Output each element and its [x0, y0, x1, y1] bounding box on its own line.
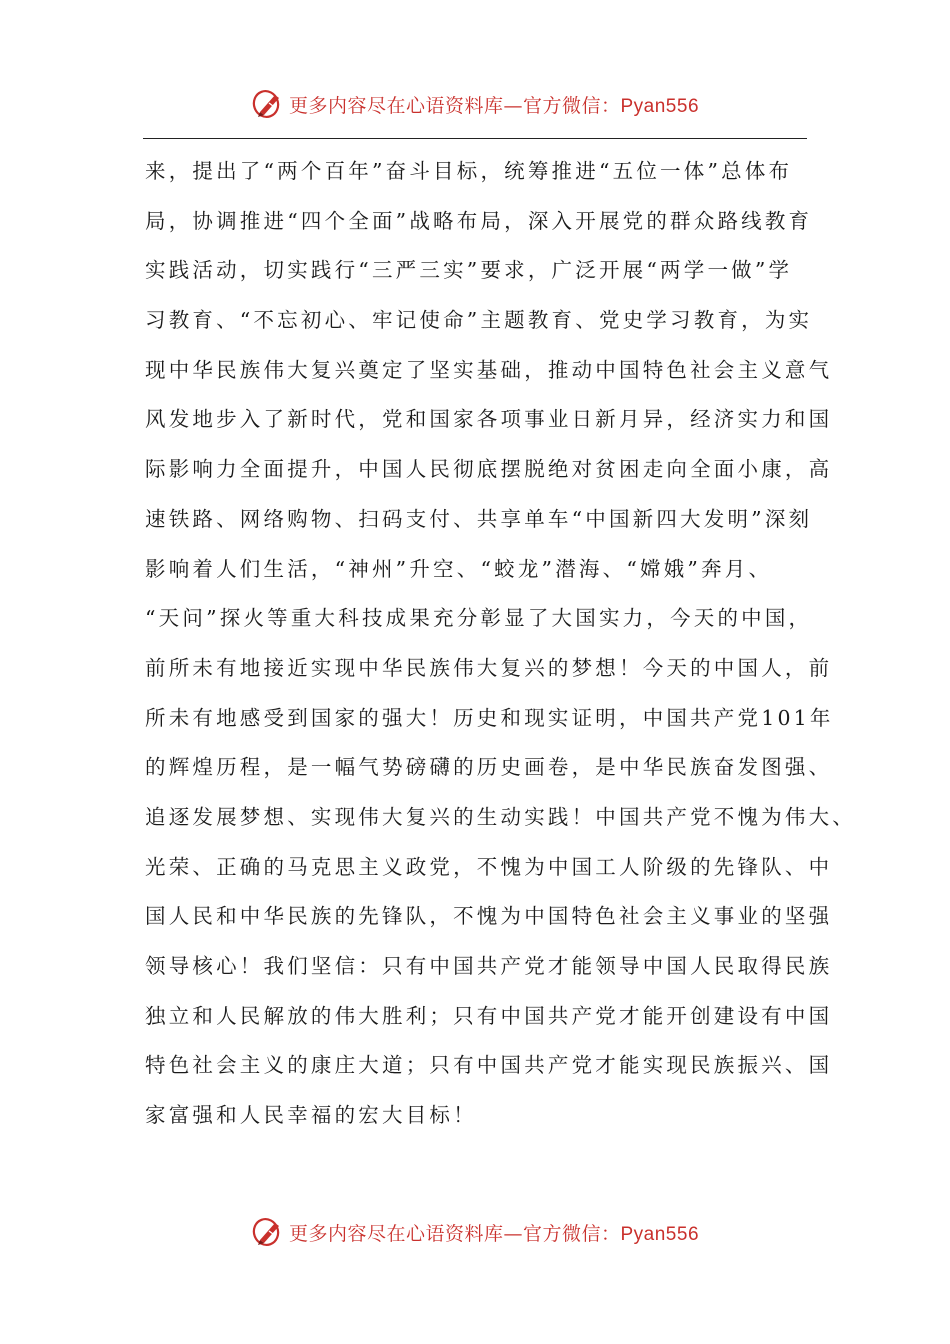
- body-line: 光荣、正确的马克思主义政党，不愧为中国工人阶级的先锋队、中: [145, 854, 833, 879]
- body-line: 前所未有地接近实现中华民族伟大复兴的梦想！今天的中国人，前: [145, 655, 833, 680]
- footer-wechat-handle: Pyan556: [620, 1223, 700, 1245]
- footer-banner-text: 更多内容尽在心语资料库—官方微信：Pyan556: [288, 1222, 700, 1245]
- body-line: 速铁路、网络购物、扫码支付、共享单车“中国新四大发明”深刻: [145, 506, 813, 531]
- body-line: 来，提出了“两个百年”奋斗目标，统筹推进“五位一体”总体布: [145, 159, 793, 183]
- body-line: 现中华民族伟大复兴奠定了坚实基础，推动中国特色社会主义意气: [145, 357, 833, 382]
- body-line: 国人民和中华民族的先锋队，不愧为中国特色社会主义事业的坚强: [145, 904, 833, 929]
- body-line: 局，协调推进“四个全面”战略布局，深入开展党的群众路线教育: [145, 208, 813, 233]
- pen-nib-logo-icon: [251, 87, 285, 121]
- body-line: 的辉煌历程，是一幅气势磅礴的历史画卷，是中华民族奋发图强、: [145, 755, 833, 780]
- body-line: “天问”探火等重大科技成果充分彰显了大国实力，今天的中国，: [145, 606, 813, 631]
- body-line: 实践活动，切实践行“三严三实”要求，广泛开展“两学一做”学: [145, 258, 793, 283]
- header-divider: [143, 138, 807, 139]
- header-wechat-handle: Pyan556: [620, 95, 700, 117]
- body-line: 风发地步入了新时代，党和国家各项事业日新月异，经济实力和国: [145, 407, 833, 432]
- body-line: 习教育、“不忘初心、牢记使命”主题教育、党史学习教育，为实: [145, 308, 813, 333]
- body-line: 家富强和人民幸福的宏大目标！: [145, 1103, 477, 1128]
- document-body: [145, 147, 856, 1141]
- body-line: 追逐发展梦想、实现伟大复兴的生动实践！中国共产党不愧为伟大、: [145, 804, 856, 829]
- footer-banner: [0, 1212, 950, 1252]
- body-line: 领导核心！我们坚信：只有中国共产党才能领导中国人民取得民族: [145, 954, 833, 978]
- pen-nib-logo-icon: [251, 1215, 285, 1249]
- body-line: 影响着人们生活，“神州”升空、“蛟龙”潜海、“嫦娥”奔月、: [145, 556, 773, 581]
- header-banner-text: 更多内容尽在心语资料库—官方微信：Pyan556: [288, 94, 700, 117]
- header-banner-content: [251, 87, 699, 121]
- body-line: 所未有地感受到国家的强大！历史和现实证明，中国共产党101年: [145, 705, 834, 730]
- body-line: 独立和人民解放的伟大胜利；只有中国共产党才能开创建设有中国: [145, 1003, 833, 1028]
- body-line: 特色社会主义的康庄大道；只有中国共产党才能实现民族振兴、国: [145, 1053, 833, 1078]
- header-banner: [0, 84, 950, 124]
- body-line: 际影响力全面提升，中国人民彻底摆脱绝对贫困走向全面小康，高: [145, 457, 833, 482]
- footer-banner-content: [251, 1215, 699, 1249]
